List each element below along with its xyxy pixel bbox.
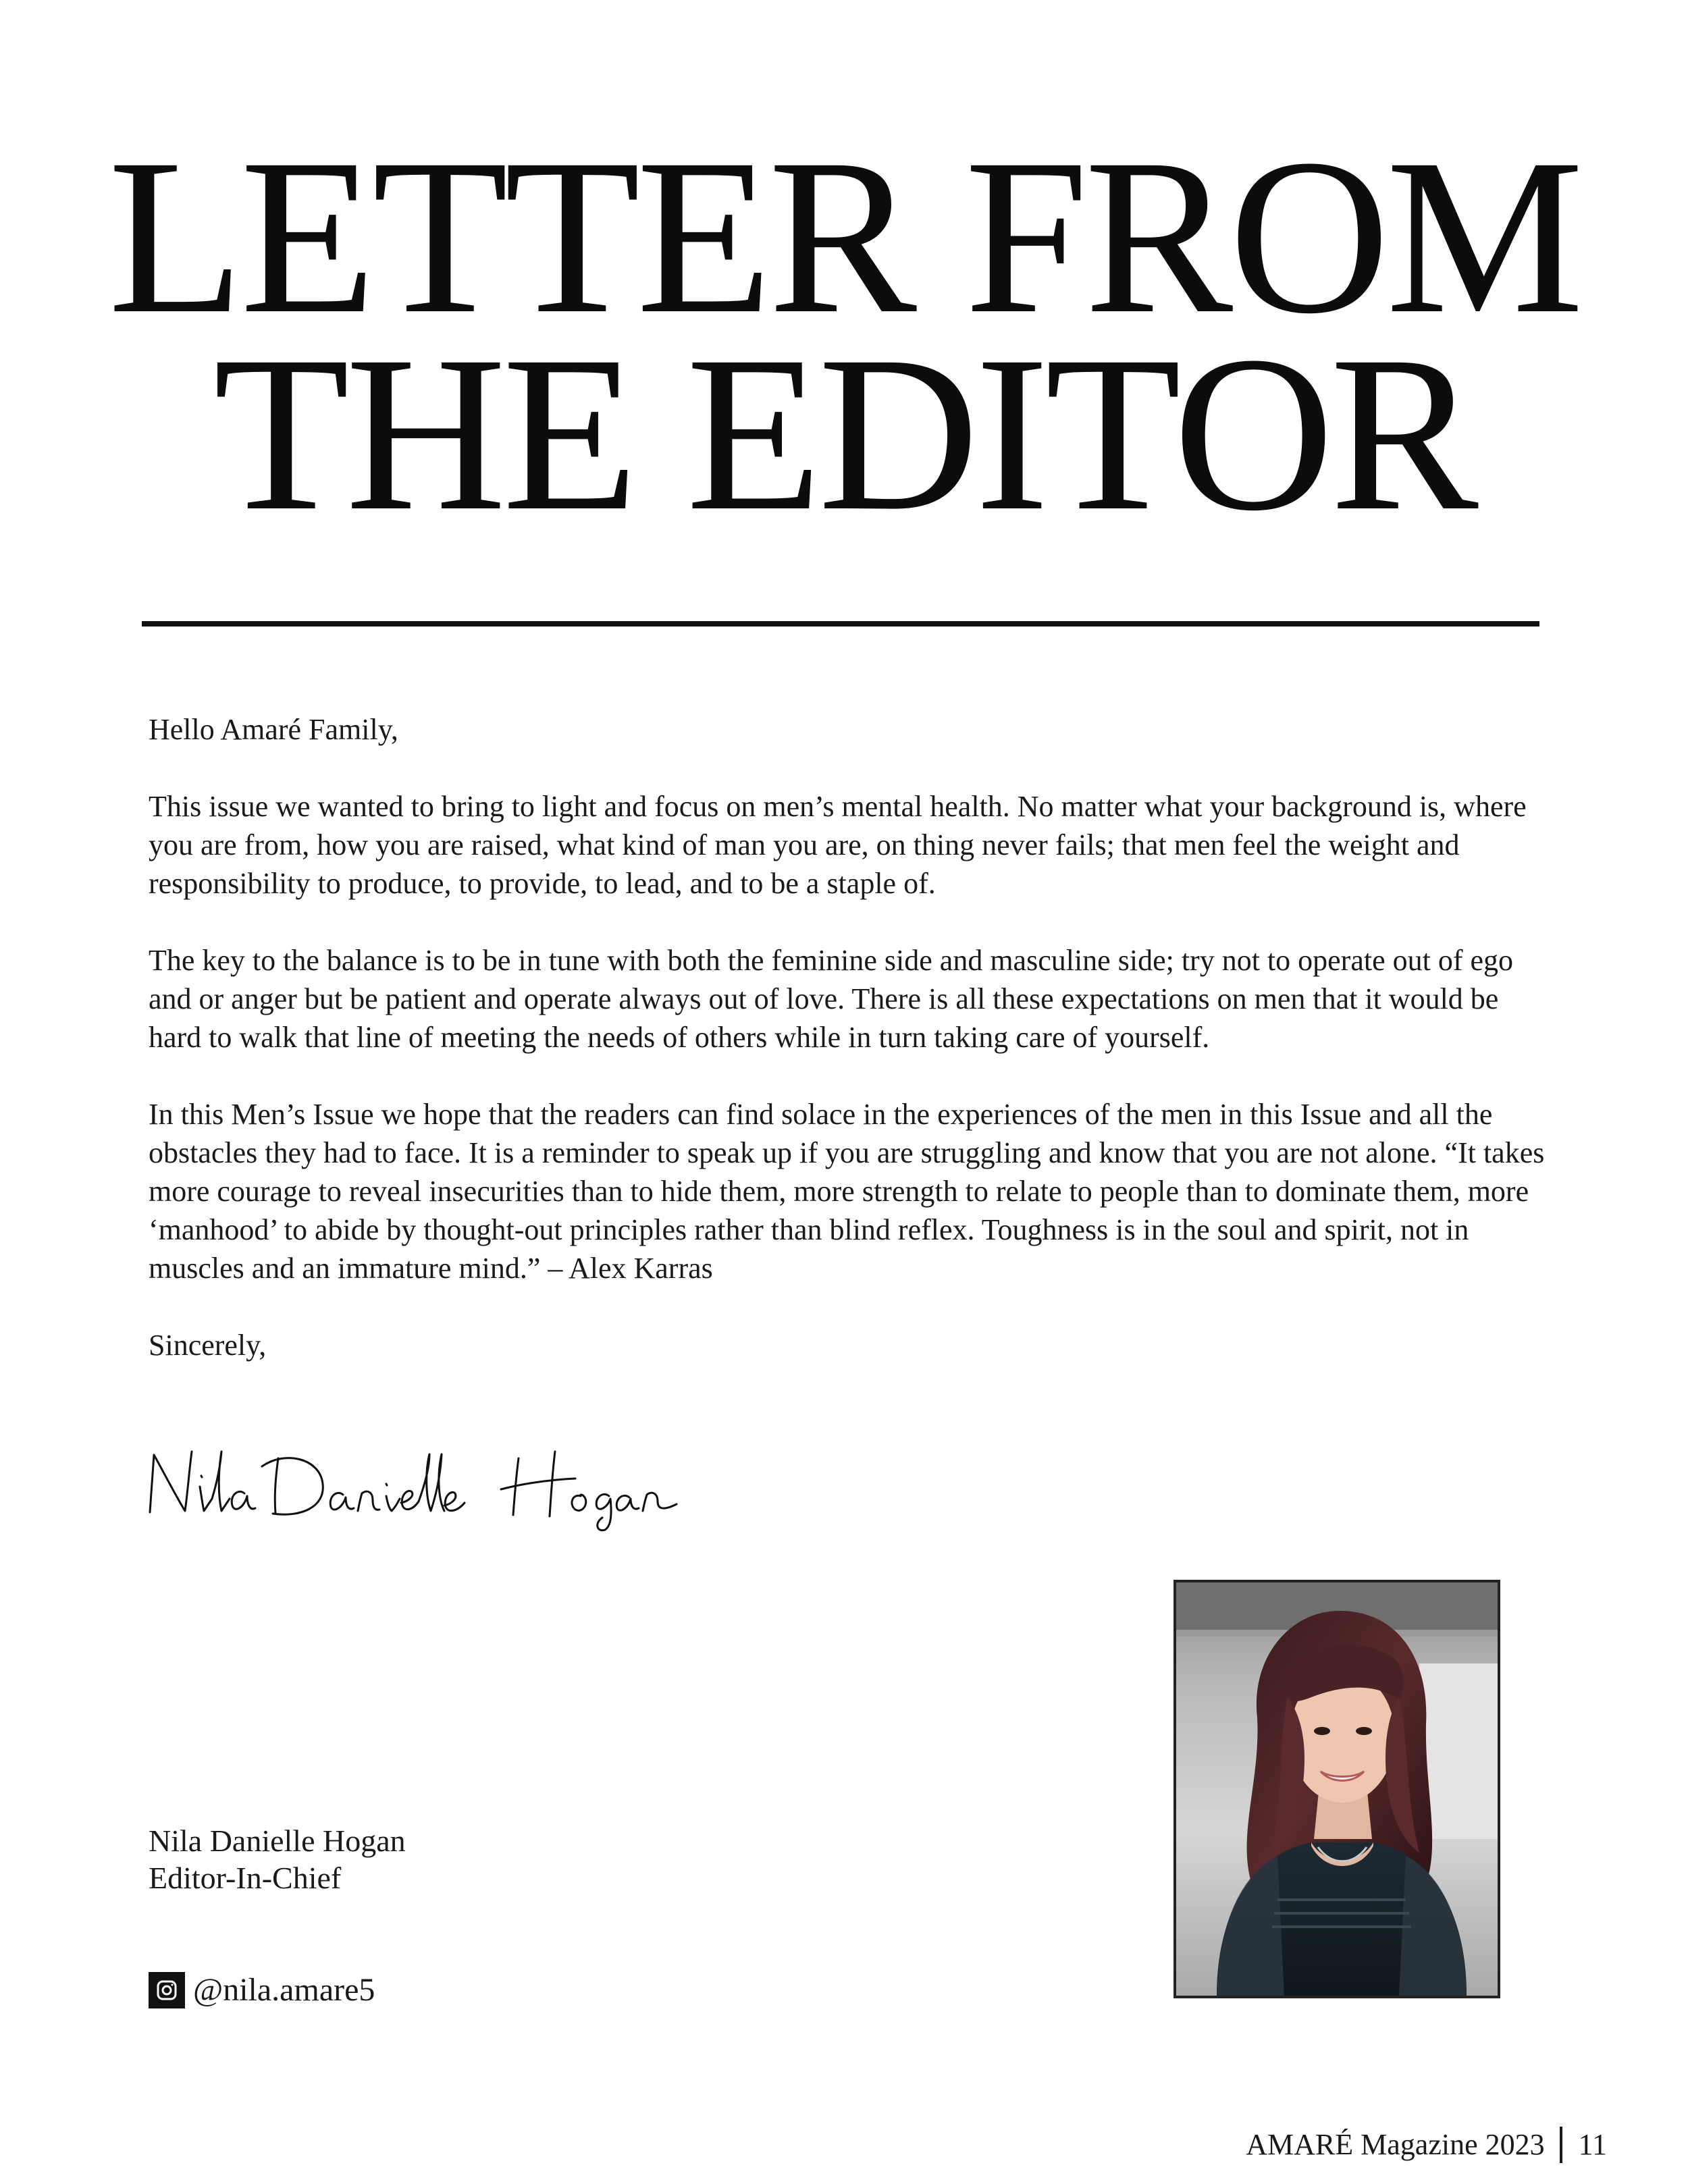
page-footer	[1246, 2127, 1607, 2163]
editor-portrait-photo	[1173, 1580, 1500, 1998]
title-line-2: THE EDITOR	[213, 311, 1475, 557]
footer-divider	[1560, 2127, 1562, 2163]
editor-role: Editor-In-Chief	[149, 1861, 342, 1895]
instagram-handle[interactable]: @nila.amare5	[193, 1972, 375, 2008]
title-divider	[142, 621, 1539, 627]
letter-paragraph-1: This issue we wanted to bring to light and focus on men’s mental health. No matter what your background is, where you are from, how you are raised, what kind of man you are, on thing never fails; that men feel the weight and responsibility to produce, to provide, to lead, and to be a staple of.	[149, 790, 1527, 900]
page-title	[0, 113, 1688, 557]
social-handle-row[interactable]	[149, 1971, 375, 2009]
letter-paragraph-3: In this Men’s Issue we hope that the readers can find solace in the experiences of the men in this Issue and all the obstacles they had to face. It is a reminder to speak up if you are struggling and know that you are not alone. “It takes more courage to reveal insecurities than to hide them, more strength to relate to people than to dominate them, more ‘manhood’ to abide by thought-out principles rather than blind reflex. Toughness is in the soul and spirit, not in muscles and an immature mind.” – Alex Karras	[149, 1098, 1545, 1285]
letter-closing: Sincerely,	[149, 1329, 267, 1362]
letter-paragraph-2: The key to the balance is to be in tune with both the feminine side and masculine side; try not to operate out of ego and or anger but be patient and operate always out of love. There is all these expectations on men that it would be hard to walk that line of meeting the needs of others while in turn taking care of yourself.	[149, 944, 1514, 1054]
publication-name: AMARÉ Magazine 2023	[1246, 2128, 1545, 2161]
instagram-icon	[149, 1972, 185, 2008]
handwritten-signature	[143, 1431, 683, 1533]
title-line-1: LETTER FROM	[108, 113, 1580, 360]
page-number: 11	[1578, 2128, 1607, 2161]
letter-greeting: Hello Amaré Family,	[149, 713, 398, 746]
letter-body	[149, 710, 1553, 1364]
editor-name: Nila Danielle Hogan	[149, 1823, 406, 1858]
